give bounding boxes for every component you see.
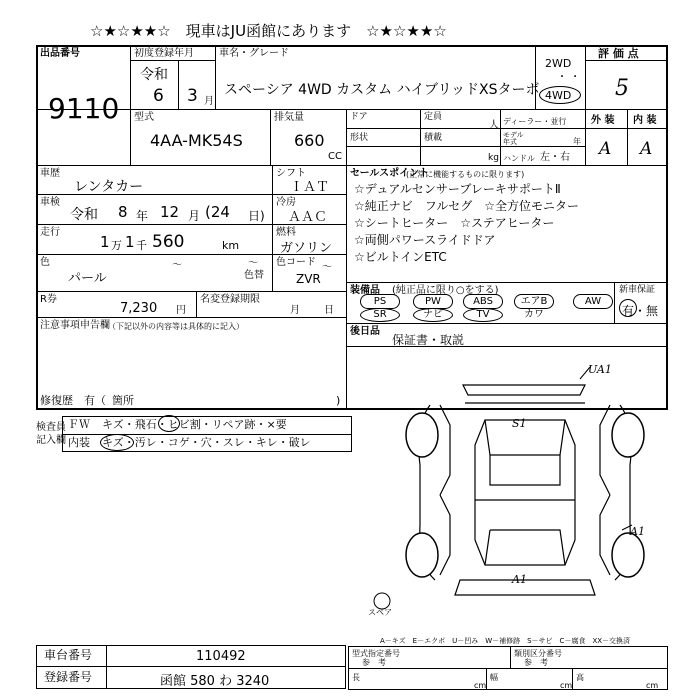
inspection-day-unit: 日) — [248, 209, 265, 223]
inspector-row2-title: 内装 — [68, 436, 90, 449]
recycle-unit: 円 — [176, 305, 186, 316]
inspection-day: (24 — [205, 203, 230, 221]
equipment-option: AW — [573, 294, 613, 309]
model-year-unit: 年 — [573, 137, 581, 146]
model-label: 型式 — [134, 112, 154, 123]
lot-number: 9110 — [48, 92, 120, 125]
capacity-label: 定員 — [424, 112, 443, 122]
first-reg-year: 6 — [153, 86, 164, 106]
dim-width-unit: cm — [560, 681, 573, 690]
category-label: 類別区分番号 — [514, 649, 562, 658]
mileage-sen-unit: 千 — [136, 239, 147, 252]
registration-label: 登録番号 — [44, 670, 93, 684]
interior-label: 内 装 — [633, 115, 657, 126]
equipment-option-circle — [360, 308, 400, 322]
stone-chip-circle — [158, 415, 180, 432]
chassis-value: 110492 — [196, 649, 246, 664]
dim-length: 長 — [352, 673, 360, 682]
inspector-row2-items: キズ・汚レ・コゲ・穴・スレ・キレ・破レ — [102, 436, 311, 449]
repair-label: 修復歴 — [40, 394, 73, 407]
equipment-label: 装備品 — [350, 285, 380, 296]
inspection-month-unit: 月 — [188, 209, 201, 223]
score-value: 5 — [615, 76, 629, 101]
exterior-value: A — [599, 139, 612, 159]
name-change-label: 名変登録期限 — [200, 294, 260, 305]
registration-value: 函館 580 わ 3240 — [160, 674, 270, 689]
inspection-year: 8 — [118, 203, 128, 221]
category-sub: 参 考 — [524, 658, 548, 667]
damage-mark-a1-front: A1 — [512, 573, 527, 586]
inspection-month: 12 — [160, 203, 180, 221]
equipment-option: PS — [360, 294, 400, 309]
color-code-dash: ～ — [322, 262, 332, 273]
inspector-row1-items: キズ・飛石・ヒビ割・リペア跡・×要 — [102, 418, 287, 431]
history-value: レンタカー — [74, 179, 144, 195]
model-year-label: モデル 年式 — [503, 131, 524, 146]
dim-width: 幅 — [490, 673, 498, 682]
interior-value: A — [640, 139, 653, 159]
mileage-label: 走行 — [40, 227, 60, 238]
sales-point-item: ☆純正ナビ フルセグ ☆全方位モニター — [354, 199, 580, 213]
docs-value: 保証書・取説 — [392, 333, 465, 347]
aircon-value: ＡＡＣ — [288, 210, 328, 225]
name-change-month: 月 — [290, 305, 300, 316]
wheel-front-left — [406, 533, 438, 577]
header-banner: ☆★☆★★☆ 現車はJU函館にあります ☆★☆★★☆ — [90, 22, 447, 40]
equipment-option: SR — [373, 309, 387, 320]
first-reg-label: 初度登録年月 — [134, 48, 194, 59]
color-code-label: 色コード — [276, 257, 316, 268]
repair-value: 有（ — [84, 394, 106, 407]
equipment-option: カワ — [524, 309, 544, 320]
sales-point-item: ☆シートヒーター ☆ステアヒーター — [354, 216, 555, 230]
handle-label: ハンドル — [503, 154, 535, 163]
sales-points-label: セールスポイント — [350, 168, 430, 179]
first-reg-month-unit: 月 — [204, 96, 214, 107]
repair-close: ) — [336, 394, 341, 407]
damage-legend: A－キズ E－エクボ U－凹み W－補修跡 S－サビ C－腐食 XX－交換済 — [380, 637, 631, 645]
wheel-rear-left — [406, 413, 438, 457]
damage-mark-ua1: UA1 — [588, 363, 612, 376]
sales-points-list — [354, 181, 664, 266]
repair-unit: 箇所 — [112, 394, 134, 407]
name-change-day: 日 — [324, 305, 334, 316]
inspector-label-top: 検査員 — [36, 422, 66, 433]
fuel-label: 燃料 — [276, 227, 296, 238]
model-value: 4AA-MK54S — [150, 131, 243, 150]
sales-point-item: ☆デュアルセンサーブレーキサポートⅡ — [354, 182, 561, 196]
car-damage-diagram — [368, 363, 660, 625]
mileage-man-unit: 万 — [111, 239, 122, 252]
wheel-front-right — [612, 533, 644, 577]
rear-bumper — [463, 385, 585, 395]
color-code-value: ZVR — [296, 272, 321, 286]
capacity-unit: 人 — [489, 120, 499, 131]
model-designation-label: 型式指定番号 — [352, 649, 400, 658]
car-name-value: スペーシア 4WD カスタム ハイブリッドXSターボ — [224, 82, 540, 98]
equipment-option-circle — [463, 308, 503, 322]
fuel-value: ガソリン — [280, 241, 333, 256]
dim-height: 高 — [576, 673, 584, 682]
sales-points-sub: (正常に機能するものに限ります) — [406, 170, 525, 179]
inspector-label-bottom: 記入欄 — [36, 435, 66, 446]
recycle-label: R券 — [40, 294, 57, 305]
displacement-value: 660 — [294, 131, 325, 150]
mileage-sen: 1 — [125, 233, 135, 251]
drive-dots: ・ ・ — [557, 72, 581, 83]
equipment-option: ナビ — [423, 309, 443, 320]
shift-label: シフト — [276, 168, 306, 179]
sales-point-item: ☆両側パワースライドドア — [354, 233, 496, 247]
car-name-label: 車名・グレード — [219, 48, 289, 59]
equipment-option: エアB — [514, 294, 554, 309]
equipment-option: PW — [413, 294, 453, 309]
drive-2wd: 2WD — [545, 57, 572, 70]
new-warranty-label: 新車保証 — [619, 285, 656, 295]
new-warranty-value: 有・無 — [622, 304, 659, 318]
spare-label: スペア — [368, 608, 392, 617]
dim-length-unit: cm — [474, 681, 487, 690]
inspector-row1-title: ＦＷ — [68, 418, 90, 431]
load-label: 積載 — [424, 133, 443, 143]
door-label: ドア — [350, 112, 368, 122]
displacement-label: 排気量 — [274, 112, 304, 123]
load-unit: kg — [488, 153, 499, 163]
wheels — [406, 413, 644, 577]
dealer-label: ディーラー・並行 — [503, 117, 567, 126]
mileage-unit: km — [222, 239, 240, 252]
color-value: パール — [68, 271, 107, 286]
equipment-option: TV — [476, 309, 490, 320]
shape-label: 形状 — [350, 133, 369, 143]
model-designation-sub: 参 考 — [362, 658, 386, 667]
inspection-era: 令和 — [70, 207, 98, 223]
mileage-man: 1 — [100, 233, 110, 251]
color-label: 色 — [40, 257, 50, 268]
inspection-year-unit: 年 — [136, 209, 149, 223]
equipment-option: ABS — [463, 294, 503, 309]
handle-value: 左・右 — [540, 152, 570, 163]
repaint-label: 色替 — [244, 270, 264, 281]
mileage-rest: 560 — [152, 232, 185, 252]
lot-label: 出品番号 — [40, 48, 80, 59]
recycle-value: 7,230 — [120, 301, 158, 316]
equipment-sub: (純正品に限り○をする) — [392, 285, 499, 296]
aircon-label: 冷房 — [276, 197, 296, 208]
chassis-label: 車台番号 — [44, 648, 93, 662]
equipment-option-circle — [413, 308, 453, 322]
first-reg-month: 3 — [187, 86, 198, 106]
displacement-unit: CC — [328, 151, 342, 162]
inspection-label: 車検 — [40, 197, 60, 208]
roof-outline — [475, 420, 575, 565]
notes-label: 注意事項申告欄 — [40, 320, 110, 331]
exterior-label: 外 装 — [591, 115, 615, 126]
interior-scratch-circle — [100, 434, 134, 451]
drive-4wd: 4WD — [545, 89, 572, 102]
color-dash: ～ — [172, 260, 182, 271]
damage-mark-s1: S1 — [512, 417, 527, 430]
docs-label: 後日品 — [350, 326, 380, 337]
repaint-dash: ～ — [248, 258, 258, 269]
dim-height-unit: cm — [646, 681, 659, 690]
spare-tire — [374, 593, 390, 609]
damage-mark-a1-right: A1 — [630, 525, 645, 538]
sales-point-item: ☆ビルトインETC — [354, 250, 447, 264]
score-label: 評 価 点 — [598, 47, 639, 60]
notes-sub: （下記以外の内容等は具体的に記入） — [108, 322, 244, 331]
shift-value: ＩＡＴ — [290, 180, 330, 195]
history-label: 車歴 — [40, 168, 60, 179]
first-reg-era: 令和 — [140, 67, 168, 83]
wheel-rear-right — [612, 413, 644, 457]
